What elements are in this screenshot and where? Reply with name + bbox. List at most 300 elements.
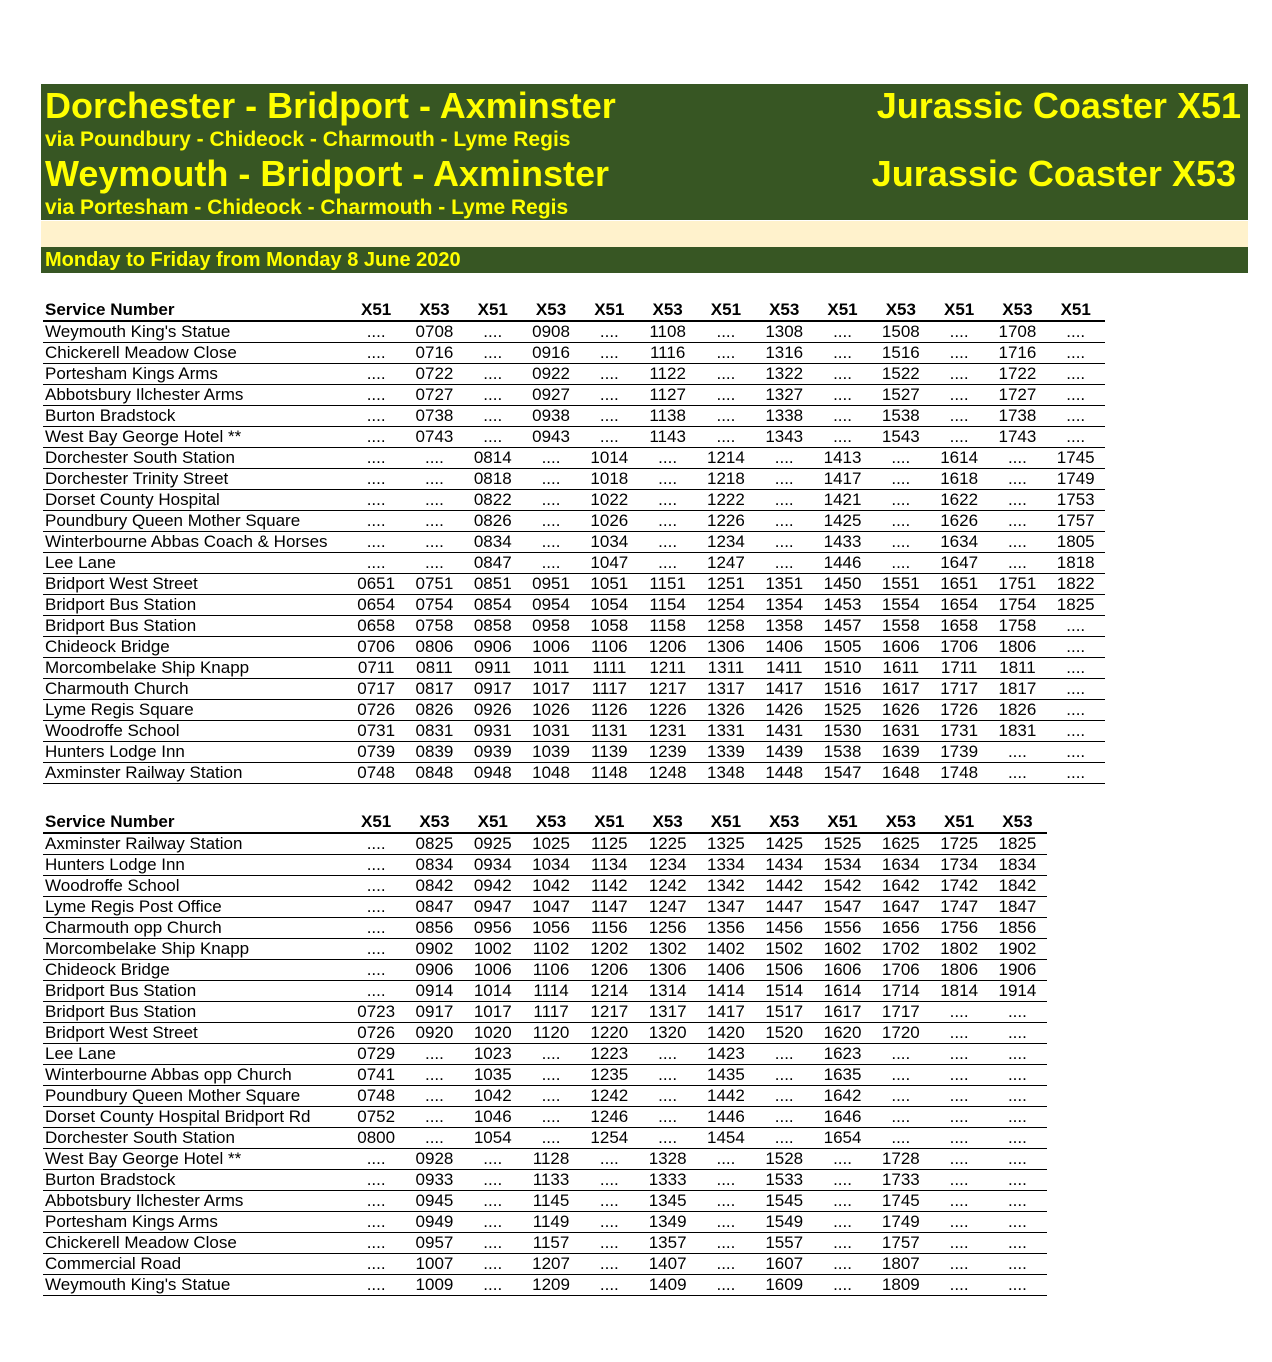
- departure-time: 1225: [638, 833, 696, 855]
- departure-time: 1525: [813, 833, 871, 855]
- departure-time: 0654: [347, 595, 405, 616]
- departure-time: ....: [930, 1086, 988, 1107]
- departure-time: ....: [347, 876, 405, 897]
- departure-time: ....: [930, 343, 988, 364]
- departure-time: 1626: [872, 700, 930, 721]
- departure-time: 1026: [580, 511, 638, 532]
- departure-time: 1717: [930, 679, 988, 700]
- departure-time: 0854: [464, 595, 522, 616]
- departure-time: 1714: [872, 981, 930, 1002]
- departure-time: ....: [522, 511, 580, 532]
- departure-time: ....: [988, 1275, 1046, 1296]
- service-number: X51: [697, 812, 755, 833]
- route2-via: via Portesham - Chideock - Charmouth - Lyme Regis: [45, 196, 569, 219]
- departure-time: 1158: [638, 616, 696, 637]
- departure-time: 1157: [522, 1233, 580, 1254]
- stop-name: Lyme Regis Square: [43, 700, 347, 721]
- departure-time: 1211: [638, 658, 696, 679]
- departure-time: ....: [405, 511, 463, 532]
- departure-time: ....: [347, 448, 405, 469]
- departure-time: ....: [813, 1212, 871, 1233]
- stop-name: Woodroffe School: [43, 721, 347, 742]
- departure-time: 0758: [405, 616, 463, 637]
- departure-time: ....: [1047, 700, 1105, 721]
- departure-time: ....: [755, 1086, 813, 1107]
- departure-time: ....: [813, 1275, 871, 1296]
- departure-time: ....: [347, 364, 405, 385]
- departure-time: ....: [872, 490, 930, 511]
- departure-time: ....: [638, 532, 696, 553]
- departure-time: 1711: [930, 658, 988, 679]
- departure-time: ....: [347, 406, 405, 427]
- departure-time: 1023: [464, 1044, 522, 1065]
- departure-time: 1648: [872, 763, 930, 784]
- departure-time: 1102: [522, 939, 580, 960]
- departure-time: 1545: [755, 1191, 813, 1212]
- departure-time: ....: [522, 1065, 580, 1086]
- departure-time: ....: [347, 833, 405, 855]
- departure-time: ....: [464, 343, 522, 364]
- departure-time: 1247: [638, 897, 696, 918]
- departure-time: ....: [405, 448, 463, 469]
- route1-via: via Poundbury - Chideock - Charmouth - Lyme Regis: [45, 128, 571, 151]
- stop-name: Dorchester South Station: [43, 1128, 347, 1149]
- departure-time: 1514: [755, 981, 813, 1002]
- departure-time: ....: [347, 1170, 405, 1191]
- route1-title: Dorchester - Bridport - Axminster: [45, 85, 616, 126]
- departure-time: 1317: [638, 1002, 696, 1023]
- departure-time: 1117: [580, 679, 638, 700]
- departure-time: ....: [522, 469, 580, 490]
- departure-time: ....: [464, 1233, 522, 1254]
- departure-time: 1502: [755, 939, 813, 960]
- table-row: [43, 1149, 1047, 1170]
- departure-time: 1035: [464, 1065, 522, 1086]
- stop-name: Abbotsbury Ilchester Arms: [43, 385, 347, 406]
- departure-time: 1025: [522, 833, 580, 855]
- departure-time: ....: [580, 427, 638, 448]
- day-label: Monday to Friday from Monday 8 June 2020: [45, 249, 461, 271]
- stop-name: Winterbourne Abbas Coach & Horses: [43, 532, 347, 553]
- departure-time: 0938: [522, 406, 580, 427]
- departure-time: ....: [755, 532, 813, 553]
- departure-time: ....: [347, 1233, 405, 1254]
- departure-time: ....: [988, 1170, 1046, 1191]
- departure-time: ....: [988, 1254, 1046, 1275]
- departure-time: 1106: [522, 960, 580, 981]
- departure-time: 1442: [755, 876, 813, 897]
- stop-name: Weymouth King's Statue: [43, 1275, 347, 1296]
- departure-time: ....: [347, 490, 405, 511]
- departure-time: 1234: [638, 855, 696, 876]
- departure-time: 1254: [697, 595, 755, 616]
- departure-time: 1126: [580, 700, 638, 721]
- departure-time: 0939: [464, 742, 522, 763]
- departure-time: ....: [1047, 406, 1105, 427]
- departure-time: 1338: [755, 406, 813, 427]
- departure-time: 1417: [813, 469, 871, 490]
- departure-time: 1022: [580, 490, 638, 511]
- departure-time: 1527: [872, 385, 930, 406]
- timetable-header: [41, 84, 1248, 220]
- departure-time: ....: [988, 763, 1046, 784]
- departure-time: ....: [755, 511, 813, 532]
- departure-time: 1731: [930, 721, 988, 742]
- departure-time: ....: [464, 385, 522, 406]
- departure-time: 1127: [638, 385, 696, 406]
- departure-time: ....: [638, 490, 696, 511]
- departure-time: ....: [347, 1254, 405, 1275]
- departure-time: ....: [347, 1275, 405, 1296]
- service-number: X53: [988, 300, 1046, 321]
- departure-time: ....: [697, 343, 755, 364]
- service-number: X53: [522, 812, 580, 833]
- departure-time: ....: [464, 1254, 522, 1275]
- departure-time: ....: [522, 553, 580, 574]
- table-row: [43, 679, 1105, 700]
- departure-time: 0839: [405, 742, 463, 763]
- departure-time: 1058: [580, 616, 638, 637]
- departure-time: 1722: [988, 364, 1046, 385]
- departure-time: 1508: [872, 321, 930, 343]
- departure-time: ....: [813, 321, 871, 343]
- departure-time: ....: [1047, 616, 1105, 637]
- departure-time: 1702: [872, 939, 930, 960]
- departure-time: ....: [872, 1044, 930, 1065]
- table-row: [43, 742, 1105, 763]
- departure-time: 1758: [988, 616, 1046, 637]
- departure-time: 0831: [405, 721, 463, 742]
- departure-time: 0922: [522, 364, 580, 385]
- departure-time: 1423: [697, 1044, 755, 1065]
- departure-time: 1743: [988, 427, 1046, 448]
- departure-time: 1217: [638, 679, 696, 700]
- departure-time: 1557: [755, 1233, 813, 1254]
- service-number: X53: [638, 300, 696, 321]
- departure-time: 1220: [580, 1023, 638, 1044]
- departure-time: 1351: [755, 574, 813, 595]
- departure-time: 1117: [522, 1002, 580, 1023]
- departure-time: 1349: [638, 1212, 696, 1233]
- table-row: [43, 1107, 1047, 1128]
- stop-name: Lee Lane: [43, 553, 347, 574]
- departure-time: 1420: [697, 1023, 755, 1044]
- departure-time: 1611: [872, 658, 930, 679]
- table-row: [43, 532, 1105, 553]
- departure-time: ....: [930, 1107, 988, 1128]
- departure-time: 0743: [405, 427, 463, 448]
- table-row: [43, 939, 1047, 960]
- departure-time: ....: [580, 1149, 638, 1170]
- stop-name: Bridport Bus Station: [43, 595, 347, 616]
- table-row: [43, 637, 1105, 658]
- departure-time: ....: [638, 1065, 696, 1086]
- departure-time: ....: [405, 532, 463, 553]
- stop-name: Portesham Kings Arms: [43, 364, 347, 385]
- table-row: [43, 406, 1105, 427]
- departure-time: 0738: [405, 406, 463, 427]
- departure-time: ....: [347, 321, 405, 343]
- departure-time: ....: [930, 1023, 988, 1044]
- departure-time: 0834: [405, 855, 463, 876]
- departure-time: 1011: [522, 658, 580, 679]
- departure-time: ....: [988, 1023, 1046, 1044]
- departure-time: 0847: [405, 897, 463, 918]
- departure-time: ....: [638, 469, 696, 490]
- departure-time: 1411: [755, 658, 813, 679]
- departure-time: ....: [930, 364, 988, 385]
- stop-name: Commercial Road: [43, 1254, 347, 1275]
- departure-time: ....: [930, 1254, 988, 1275]
- departure-time: 1448: [755, 763, 813, 784]
- departure-time: 1442: [697, 1086, 755, 1107]
- departure-time: 1218: [697, 469, 755, 490]
- departure-time: 1745: [1047, 448, 1105, 469]
- departure-time: 1325: [697, 833, 755, 855]
- stop-name: Burton Bradstock: [43, 1170, 347, 1191]
- departure-time: 0934: [464, 855, 522, 876]
- departure-time: 1239: [638, 742, 696, 763]
- departure-time: ....: [1047, 321, 1105, 343]
- departure-time: 1357: [638, 1233, 696, 1254]
- departure-time: ....: [522, 490, 580, 511]
- stop-name: Chickerell Meadow Close: [43, 343, 347, 364]
- departure-time: 1125: [580, 833, 638, 855]
- departure-time: 0800: [347, 1128, 405, 1149]
- departure-time: 0928: [405, 1149, 463, 1170]
- departure-time: 1006: [464, 960, 522, 981]
- departure-time: 1402: [697, 939, 755, 960]
- departure-time: ....: [930, 385, 988, 406]
- departure-time: 1510: [813, 658, 871, 679]
- departure-time: 0906: [464, 637, 522, 658]
- departure-time: 1658: [930, 616, 988, 637]
- service-number: X51: [930, 300, 988, 321]
- departure-time: 1708: [988, 321, 1046, 343]
- departure-time: ....: [405, 490, 463, 511]
- departure-time: 0726: [347, 1023, 405, 1044]
- departure-time: ....: [697, 1212, 755, 1233]
- departure-time: 1331: [697, 721, 755, 742]
- departure-time: 1817: [988, 679, 1046, 700]
- departure-time: ....: [1047, 343, 1105, 364]
- departure-time: 1634: [930, 532, 988, 553]
- departure-time: ....: [405, 1128, 463, 1149]
- departure-time: ....: [580, 1212, 638, 1233]
- stop-name: Portesham Kings Arms: [43, 1212, 347, 1233]
- departure-time: ....: [930, 1002, 988, 1023]
- departure-time: ....: [697, 1233, 755, 1254]
- departure-time: 1018: [580, 469, 638, 490]
- departure-time: 1747: [930, 897, 988, 918]
- departure-time: 1647: [872, 897, 930, 918]
- departure-time: 1139: [580, 742, 638, 763]
- stop-name: Dorchester Trinity Street: [43, 469, 347, 490]
- departure-time: ....: [638, 1086, 696, 1107]
- departure-time: 1414: [697, 981, 755, 1002]
- stop-name: Morcombelake Ship Knapp: [43, 939, 347, 960]
- departure-time: 1756: [930, 918, 988, 939]
- departure-time: 1247: [697, 553, 755, 574]
- departure-time: ....: [988, 1212, 1046, 1233]
- departure-time: ....: [1047, 364, 1105, 385]
- stop-name: Abbotsbury Ilchester Arms: [43, 1191, 347, 1212]
- departure-time: 1902: [988, 939, 1046, 960]
- departure-time: 1017: [522, 679, 580, 700]
- departure-time: 1530: [813, 721, 871, 742]
- departure-time: 1409: [638, 1275, 696, 1296]
- departure-time: ....: [464, 1191, 522, 1212]
- departure-time: 1822: [1047, 574, 1105, 595]
- departure-time: 1542: [813, 876, 871, 897]
- departure-time: ....: [930, 1275, 988, 1296]
- departure-time: ....: [638, 553, 696, 574]
- service-number: X51: [1047, 300, 1105, 321]
- departure-time: 1226: [638, 700, 696, 721]
- departure-time: ....: [347, 918, 405, 939]
- departure-time: 1206: [638, 637, 696, 658]
- departure-time: 1306: [638, 960, 696, 981]
- departure-time: ....: [930, 406, 988, 427]
- departure-time: ....: [580, 385, 638, 406]
- departure-time: 1806: [930, 960, 988, 981]
- departure-time: 0706: [347, 637, 405, 658]
- departure-time: ....: [464, 427, 522, 448]
- departure-time: 1847: [988, 897, 1046, 918]
- departure-time: ....: [813, 385, 871, 406]
- table-row: [43, 1128, 1047, 1149]
- stop-name: Dorchester South Station: [43, 448, 347, 469]
- departure-time: 1602: [813, 939, 871, 960]
- departure-time: 1447: [755, 897, 813, 918]
- departure-time: ....: [464, 364, 522, 385]
- departure-time: 1356: [697, 918, 755, 939]
- departure-time: ....: [988, 448, 1046, 469]
- stop-name: West Bay George Hotel **: [43, 427, 347, 448]
- departure-time: 1706: [872, 960, 930, 981]
- departure-time: 1433: [813, 532, 871, 553]
- departure-time: 1814: [930, 981, 988, 1002]
- service-number-label: Service Number: [43, 300, 347, 321]
- departure-time: 0958: [522, 616, 580, 637]
- departure-time: ....: [347, 427, 405, 448]
- departure-time: ....: [872, 511, 930, 532]
- departure-time: 1717: [872, 1002, 930, 1023]
- departure-time: ....: [405, 553, 463, 574]
- departure-time: 1039: [522, 742, 580, 763]
- departure-time: 1134: [580, 855, 638, 876]
- service-number: X51: [464, 812, 522, 833]
- departure-time: 1014: [464, 981, 522, 1002]
- departure-time: 1002: [464, 939, 522, 960]
- departure-time: 1251: [697, 574, 755, 595]
- day-banner: [41, 247, 1248, 273]
- stop-name: Morcombelake Ship Knapp: [43, 658, 347, 679]
- departure-time: 1120: [522, 1023, 580, 1044]
- table-row: [43, 469, 1105, 490]
- departure-time: 0722: [405, 364, 463, 385]
- table-row: [43, 897, 1047, 918]
- departure-time: 1431: [755, 721, 813, 742]
- departure-time: 0822: [464, 490, 522, 511]
- service-number: X53: [405, 300, 463, 321]
- departure-time: ....: [872, 1107, 930, 1128]
- departure-time: 0842: [405, 876, 463, 897]
- departure-time: ....: [347, 532, 405, 553]
- departure-time: 1142: [580, 876, 638, 897]
- departure-time: ....: [988, 490, 1046, 511]
- departure-time: 1421: [813, 490, 871, 511]
- departure-time: ....: [347, 511, 405, 532]
- departure-time: 1826: [988, 700, 1046, 721]
- route2-service: Jurassic Coaster X53: [871, 153, 1236, 194]
- departure-time: ....: [638, 1107, 696, 1128]
- table-row: [43, 616, 1105, 637]
- departure-time: 1048: [522, 763, 580, 784]
- departure-time: 1106: [580, 637, 638, 658]
- departure-time: ....: [464, 321, 522, 343]
- departure-time: ....: [347, 897, 405, 918]
- departure-time: ....: [988, 1086, 1046, 1107]
- separator-band: [41, 221, 1248, 247]
- departure-time: ....: [347, 385, 405, 406]
- table-row: [43, 448, 1105, 469]
- table-row: [43, 1044, 1047, 1065]
- departure-time: 0926: [464, 700, 522, 721]
- departure-time: ....: [813, 1149, 871, 1170]
- departure-time: 0933: [405, 1170, 463, 1191]
- departure-time: ....: [755, 1044, 813, 1065]
- departure-time: 1248: [638, 763, 696, 784]
- departure-time: 0751: [405, 574, 463, 595]
- departure-time: 0651: [347, 574, 405, 595]
- departure-time: 0826: [464, 511, 522, 532]
- departure-time: ....: [988, 511, 1046, 532]
- table-row: [43, 1023, 1047, 1044]
- departure-time: 0908: [522, 321, 580, 343]
- departure-time: 1407: [638, 1254, 696, 1275]
- departure-time: ....: [988, 1065, 1046, 1086]
- departure-time: ....: [464, 406, 522, 427]
- service-number: X53: [522, 300, 580, 321]
- departure-time: 0947: [464, 897, 522, 918]
- departure-time: 1235: [580, 1065, 638, 1086]
- departure-time: ....: [755, 1065, 813, 1086]
- departure-time: 1625: [872, 833, 930, 855]
- stop-name: Bridport West Street: [43, 574, 347, 595]
- departure-time: ....: [347, 1212, 405, 1233]
- departure-time: 0851: [464, 574, 522, 595]
- departure-time: ....: [464, 1275, 522, 1296]
- departure-time: 1558: [872, 616, 930, 637]
- departure-time: 1809: [872, 1275, 930, 1296]
- departure-time: 1457: [813, 616, 871, 637]
- departure-time: 1622: [930, 490, 988, 511]
- departure-time: 1516: [813, 679, 871, 700]
- stop-name: Chickerell Meadow Close: [43, 1233, 347, 1254]
- departure-time: 1308: [755, 321, 813, 343]
- departure-time: 1738: [988, 406, 1046, 427]
- departure-time: 1256: [638, 918, 696, 939]
- departure-time: 0957: [405, 1233, 463, 1254]
- departure-time: 1034: [522, 855, 580, 876]
- departure-time: ....: [347, 1149, 405, 1170]
- departure-time: 1334: [697, 855, 755, 876]
- departure-time: 1342: [697, 876, 755, 897]
- departure-time: ....: [930, 321, 988, 343]
- departure-time: 0914: [405, 981, 463, 1002]
- departure-time: 0945: [405, 1191, 463, 1212]
